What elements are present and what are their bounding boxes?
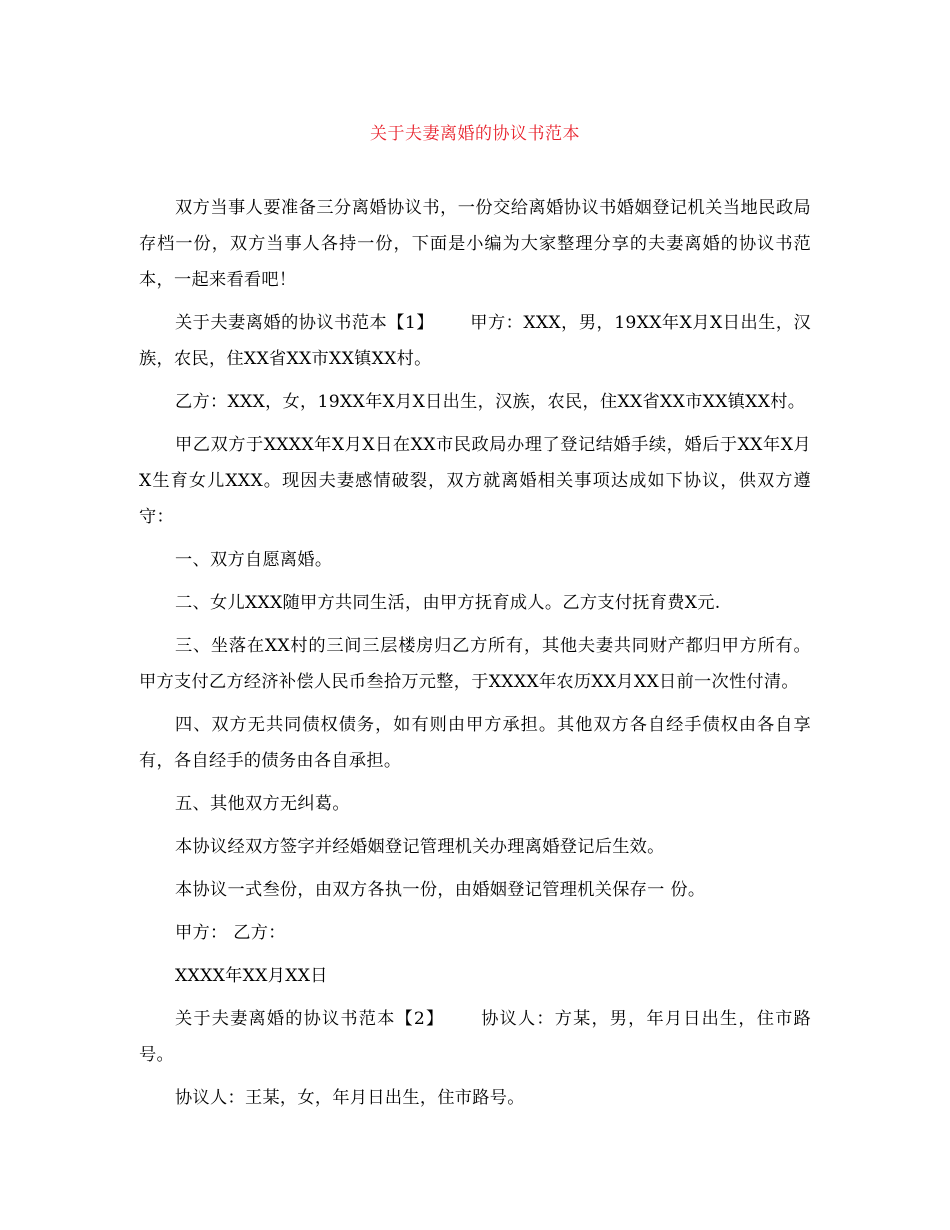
clause-3: 三、坐落在XX村的三间三层楼房归乙方所有，其他夫妻共同财产都归甲方所有。甲方支付乙方经济补偿人民币叁拾万元整，于XXXX年农历XX月XX日前一次性付清。 — [139, 636, 811, 692]
party-b-signature-label: 乙方： — [233, 923, 286, 943]
clause-5: 五、其他双方无纠葛。 — [175, 794, 350, 814]
sample-1-heading-line — [139, 305, 811, 377]
copies-clause: 本协议一式叁份，由双方各执一份，由婚姻登记管理机关保存一 份。 — [175, 880, 706, 900]
party-b-info: 乙方：XXX，女，19XX年X月X日出生，汉族，农民，住XX省XX市XX镇XX村。 — [175, 392, 806, 412]
signature-date: XXXX年XX月XX日 — [175, 966, 328, 986]
sample-1-heading: 关于夫妻离婚的协议书范本【1】 — [175, 313, 435, 333]
document-body — [139, 190, 811, 1123]
effective-clause: 本协议经双方签字并经婚姻登记管理机关办理离婚登记后生效。 — [175, 837, 665, 857]
party-1-info: 协议人：方某，男，年月日出生，住市路号。 — [139, 1009, 812, 1065]
marriage-background: 甲乙双方于XXXX年X月X日在XX市民政局办理了登记结婚手续，婚后于XX年X月X生育女儿XXX。现因夫妻感情破裂，双方就离婚相关事项达成如下协议，供双方遵守： — [139, 435, 811, 527]
party-a-signature-label: 甲方： — [175, 923, 228, 943]
intro-paragraph: 双方当事人要准备三分离婚协议书，一份交给离婚协议书婚姻登记机关当地民政局存档一份，双方当事人各持一份，下面是小编为大家整理分享的夫妻离婚的协议书范本，一起来看看吧！ — [139, 198, 811, 290]
party-2-info: 协议人：王某，女，年月日出生，住市路号。 — [175, 1088, 525, 1108]
document-title: 关于夫妻离婚的协议书范本 — [370, 124, 580, 144]
sample-2-heading: 关于夫妻离婚的协议书范本【2】 — [175, 1009, 445, 1029]
clause-4: 四、双方无共同债权债务，如有则由甲方承担。其他双方各自经手债权由各自享有，各自经手的债务由各自承担。 — [139, 715, 811, 771]
clause-1: 一、双方自愿离婚。 — [175, 550, 333, 570]
sample-2-heading-line — [139, 1001, 811, 1073]
clause-2: 二、女儿XXX随甲方共同生活，由甲方抚育成人。乙方支付抚育费X元. — [175, 593, 721, 613]
party-a-info: 甲方：XXX，男，19XX年X月X日出生，汉族，农民，住XX省XX市XX镇XX村。 — [139, 313, 812, 369]
signature-line — [139, 915, 811, 951]
